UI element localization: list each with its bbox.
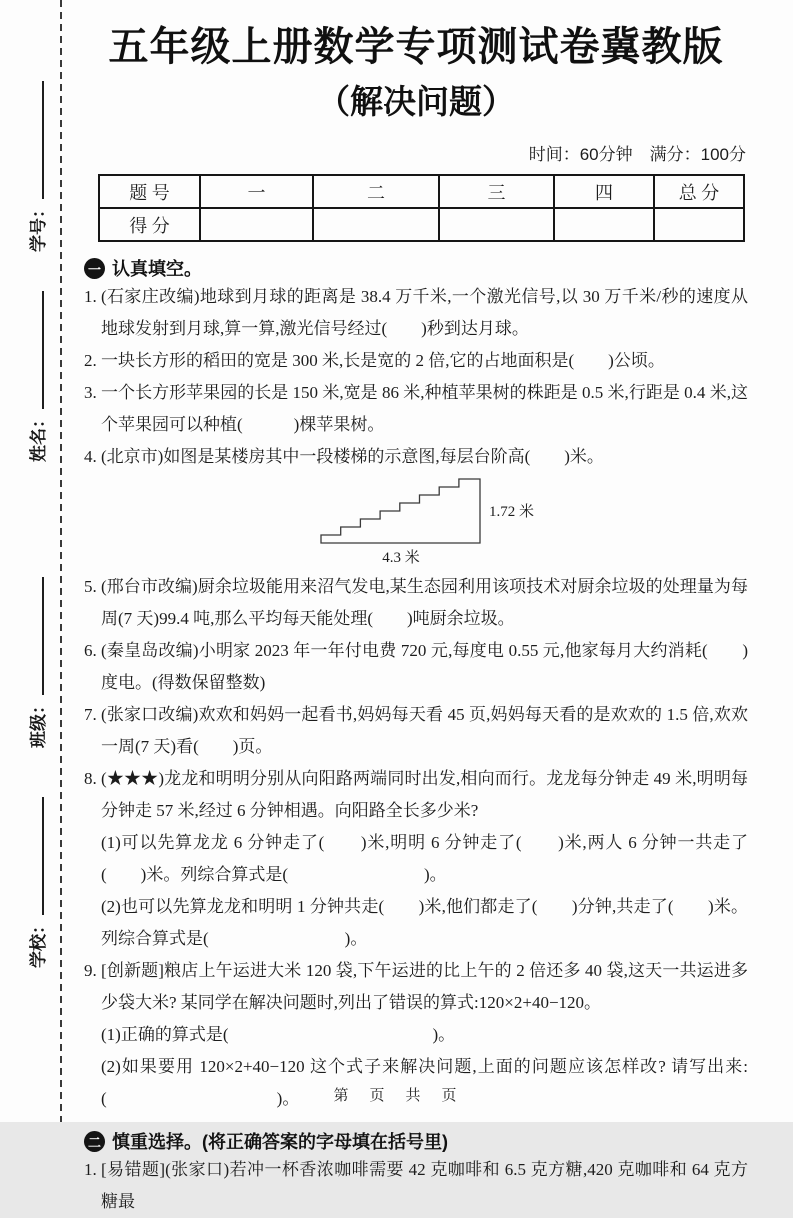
section-2-number-icon: 二	[84, 1131, 105, 1152]
score-row-label: 得 分	[99, 208, 200, 241]
question-number: 7.	[84, 705, 97, 724]
question-number: 1.	[84, 287, 97, 306]
section-2-title: 慎重选择。(将正确答案的字母填在括号里)	[112, 1132, 448, 1152]
score-table-col-total: 总 分	[654, 175, 744, 208]
question-number: 3.	[84, 383, 97, 402]
question-8-sub-2: (2)也可以先算龙龙和明明 1 分钟共走( )米,他们都走了( )分钟,共走了( )米。列综合算式是( )。	[101, 897, 748, 948]
question-text: (秦皇岛改编)小明家 2023 年一年付电费 720 元,每度电 0.55 元,他家每月大约消耗( )度电。(得数保留整数)	[101, 641, 748, 692]
question-8	[84, 763, 748, 827]
question-5	[84, 571, 748, 635]
score-cell-total	[654, 208, 744, 241]
question-8-sub-1: (1)可以先算龙龙 6 分钟走了( )米,明明 6 分钟走了( )米,两人 6 分钟一共走了( )米。列综合算式是( )。	[101, 833, 748, 884]
student-name-label: 姓名：	[29, 411, 48, 462]
section-1-header	[84, 255, 748, 281]
student-name-blank-line	[27, 291, 44, 409]
time-score-meta: 时间：60分钟 满分：100分	[528, 145, 746, 164]
page-title: 五年级上册数学专项测试卷冀教版	[108, 25, 724, 69]
section-1-title: 认真填空。	[112, 259, 202, 279]
question-text: (北京市)如图是某楼房其中一段楼梯的示意图,每层台阶高( )米。	[101, 447, 604, 466]
question-1	[84, 281, 748, 345]
staircase-height-label: 1.72 米	[489, 504, 535, 520]
staircase-figure	[320, 476, 748, 567]
score-cell-4	[554, 208, 654, 241]
staircase-base-label: 4.3 米	[382, 550, 420, 566]
question-number: 8.	[84, 769, 97, 788]
question-text: 一个长方形苹果园的长是 150 米,宽是 86 米,种植苹果树的株距是 0.5 米,行距是 0.4 米,这个苹果园可以种植( )棵苹果树。	[101, 383, 748, 434]
school-blank-line	[27, 797, 44, 915]
student-name-field	[24, 291, 49, 462]
school-field	[24, 797, 49, 968]
question-6	[84, 635, 748, 699]
score-table-col-3: 三	[439, 175, 554, 208]
section-1-number-icon: 一	[84, 258, 105, 279]
student-id-field	[24, 81, 49, 252]
question-number: 5.	[84, 577, 97, 596]
question-text: [创新题]粮店上午运进大米 120 袋,下午运进的比上午的 2 倍还多 40 袋,这天一共运进多少袋大米? 某同学在解决问题时,列出了错误的算式:120×2+40−120。	[101, 961, 748, 1012]
question-7	[84, 699, 748, 763]
student-id-blank-line	[27, 81, 44, 199]
score-cell-2	[313, 208, 439, 241]
question-9	[84, 955, 748, 1019]
main-content	[84, 18, 748, 1218]
question-text: (★★★)龙龙和明明分别从向阳路两端同时出发,相向而行。龙龙每分钟走 49 米,明明每分钟走 57 米,经过 6 分钟相遇。向阳路全长多少米?	[101, 769, 748, 820]
page-footer: 第 页 共 页	[333, 1088, 460, 1104]
question-number: 1.	[84, 1160, 97, 1179]
class-label: 班级：	[29, 697, 48, 748]
binding-dashed-line	[60, 0, 62, 1122]
school-label: 学校：	[29, 917, 48, 968]
class-blank-line	[27, 577, 44, 695]
question-number: 4.	[84, 447, 97, 466]
page-subtitle: （解决问题）	[317, 83, 515, 120]
question-text: (张家口改编)欢欢和妈妈一起看书,妈妈每天看 45 页,妈妈每天看的是欢欢的 1.5 倍,欢欢一周(7 天)看( )页。	[101, 705, 748, 756]
score-table	[98, 174, 745, 242]
student-id-label: 学号：	[29, 201, 48, 252]
question-text: (邢台市改编)厨余垃圾能用来沼气发电,某生态园利用该项技术对厨余垃圾的处理量为每周(7 天)99.4 吨,那么平均每天能处理( )吨厨余垃圾。	[101, 577, 748, 628]
score-table-score-row	[99, 208, 744, 241]
question-number: 9.	[84, 961, 97, 980]
question-text: (石家庄改编)地球到月球的距离是 38.4 万千米,一个激光信号,以 30 万千米/秒的速度从地球发射到月球,算一算,激光信号经过( )秒到达月球。	[101, 287, 748, 338]
question-number: 2.	[84, 351, 97, 370]
question-text: 一块长方形的稻田的宽是 300 米,长是宽的 2 倍,它的占地面积是( )公顷。	[101, 351, 665, 370]
question-number: 6.	[84, 641, 97, 660]
section-2-question-1	[84, 1154, 748, 1218]
score-table-header-row	[99, 175, 744, 208]
score-table-col-2: 二	[313, 175, 439, 208]
question-text: [易错题](张家口)若冲一杯香浓咖啡需要 42 克咖啡和 6.5 克方糖,420 克咖啡和 64 克方糖最	[101, 1160, 748, 1211]
staircase-diagram	[320, 476, 482, 545]
score-table-col-4: 四	[554, 175, 654, 208]
section-2-header	[84, 1128, 748, 1154]
class-field	[24, 577, 49, 748]
score-cell-1	[200, 208, 313, 241]
question-9-sub-2: (2)如果要用 120×2+40−120 这个式子来解决问题,上面的问题应该怎样改? 请写出来:( )。	[101, 1057, 748, 1108]
score-table-col-1: 一	[200, 175, 313, 208]
question-9-sub-1: (1)正确的算式是( )。	[101, 1025, 456, 1044]
question-4	[84, 441, 748, 473]
question-2	[84, 345, 748, 377]
score-table-corner-cell: 题 号	[99, 175, 200, 208]
question-3	[84, 377, 748, 441]
score-cell-3	[439, 208, 554, 241]
